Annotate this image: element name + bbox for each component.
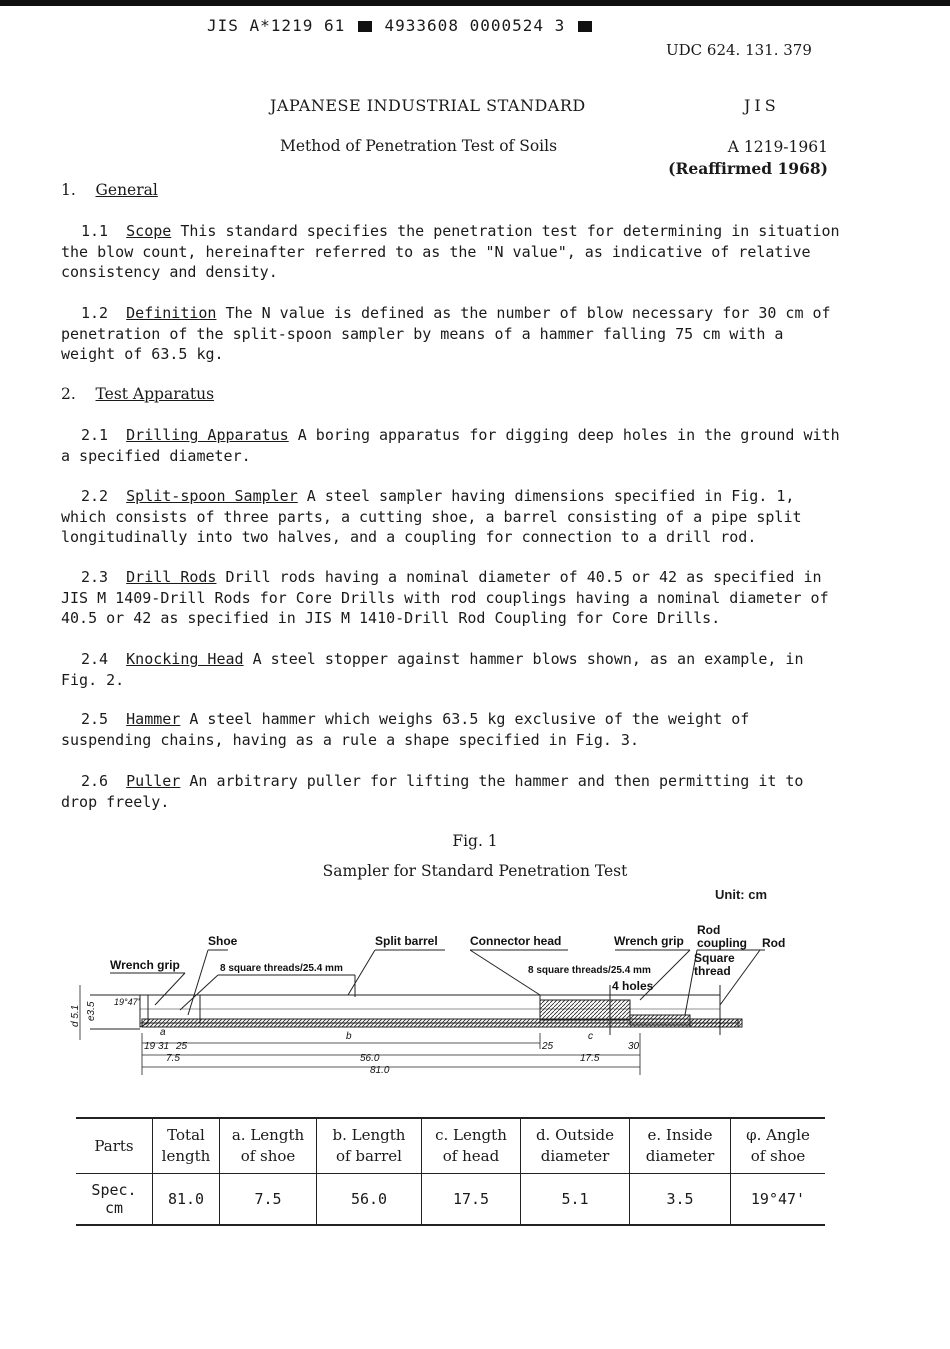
label-holes: 4 holes bbox=[612, 979, 654, 993]
table-row bbox=[76, 1174, 825, 1226]
row-label: Spec. cm bbox=[76, 1174, 153, 1226]
col-total-length: Total length bbox=[153, 1118, 220, 1174]
label-square-thread-1: Square bbox=[694, 951, 735, 965]
dim-angle: 19°47' bbox=[114, 997, 140, 1007]
col-inside-diameter: e. Inside diameter bbox=[630, 1118, 731, 1174]
label-shoe: Shoe bbox=[208, 934, 238, 948]
label-wrench-grip-left: Wrench grip bbox=[110, 958, 180, 972]
col-angle-shoe: φ. Angle of shoe bbox=[731, 1118, 826, 1174]
term-split-spoon-sampler: Split-spoon Sampler bbox=[126, 487, 298, 505]
section-1-title: General bbox=[95, 181, 158, 199]
para-1-2: 1.2 Definition The N value is defined as the number of blow necessary for 30 cm of penetration of the split-spoon sampler by means of a hammer falling 75 cm with a weight of 63.5 kg. bbox=[61, 304, 831, 363]
cell-outside-diameter: 5.1 bbox=[521, 1174, 630, 1226]
catalog-code bbox=[207, 16, 594, 35]
para-2-1: 2.1 Drilling Apparatus A boring apparatus for digging deep holes in the ground with a specified diameter. bbox=[61, 426, 840, 465]
term-drilling-apparatus: Drilling Apparatus bbox=[126, 426, 289, 444]
dim-75: 7.5 bbox=[166, 1053, 180, 1064]
dim-c: c bbox=[588, 1031, 593, 1042]
cell-angle-shoe: 19°47' bbox=[731, 1174, 826, 1226]
para-2-6: 2.6 Puller An arbitrary puller for lifting the hammer and then permitting it to drop freely. bbox=[61, 772, 804, 811]
spec-table-header bbox=[76, 1118, 825, 1174]
label-connector-head: Connector head bbox=[470, 934, 562, 948]
udc-number: UDC 624. 131. 379 bbox=[666, 41, 812, 59]
cell-length-shoe: 7.5 bbox=[220, 1174, 317, 1226]
section-2-heading: 2. Test Apparatus bbox=[61, 385, 215, 403]
term-knocking-head: Knocking Head bbox=[126, 650, 244, 668]
term-drill-rods: Drill Rods bbox=[126, 568, 217, 586]
label-rod-coupling-1: Rod bbox=[697, 923, 721, 937]
para-2-4: 2.4 Knocking Head A steel stopper against hammer blows shown, as an example, in Fig. 2. bbox=[61, 650, 804, 689]
cell-total-length: 81.0 bbox=[153, 1174, 220, 1226]
dim-19: 19 bbox=[144, 1041, 156, 1052]
dim-b: b bbox=[346, 1031, 352, 1042]
term-scope: Scope bbox=[126, 222, 172, 240]
col-length-head: c. Length of head bbox=[422, 1118, 521, 1174]
term-hammer: Hammer bbox=[126, 710, 181, 728]
label-threads-left: 8 square threads/25.4 mm bbox=[220, 963, 343, 974]
dim-25a: 25 bbox=[176, 1041, 188, 1052]
spec-table bbox=[76, 1117, 825, 1226]
figure-number: Fig. 1 bbox=[452, 832, 498, 850]
block-mark bbox=[578, 21, 592, 32]
section-2-title: Test Apparatus bbox=[95, 385, 215, 403]
figure-unit: Unit: cm bbox=[715, 887, 767, 902]
para-2-2: 2.2 Split-spoon Sampler A steel sampler having dimensions specified in Fig. 1, which consists of three parts, a cutting shoe, a barrel consisting of a pipe split longitudinally into two halves, and a coupling for connection to a drill rod. bbox=[61, 487, 802, 546]
dim-25b: 25 bbox=[542, 1041, 554, 1052]
method-title: Method of Penetration Test of Soils bbox=[280, 137, 558, 155]
leader-lines bbox=[110, 950, 765, 1015]
label-rod: Rod bbox=[762, 936, 786, 950]
standard-title: JAPANESE INDUSTRIAL STANDARD bbox=[270, 96, 586, 115]
dim-a: a bbox=[160, 1027, 166, 1038]
para-2-5: 2.5 Hammer A steel hammer which weighs 63.5 kg exclusive of the weight of suspending chains, having as a rule a shape specified in Fig. 3. bbox=[61, 710, 750, 749]
dim-560: 56.0 bbox=[360, 1053, 380, 1064]
standard-number-block bbox=[668, 137, 828, 179]
col-parts: Parts bbox=[76, 1118, 153, 1174]
term-puller: Puller bbox=[126, 772, 181, 790]
label-wrench-grip-right: Wrench grip bbox=[614, 934, 684, 948]
sampler-drawing bbox=[70, 915, 786, 1085]
para-2-3: 2.3 Drill Rods Drill rods having a nominal diameter of 40.5 or 42 as specified in JIS M 1409-Drill Rods for Core Drills with rod couplings having a nominal diameter of 40.5 or 42 as specified in JIS M 1410-Drill Rod Coupling for Core Drills. bbox=[61, 568, 829, 627]
label-rod-coupling-2: coupling bbox=[697, 936, 747, 950]
cell-inside-diameter: 3.5 bbox=[630, 1174, 731, 1226]
term-definition: Definition bbox=[126, 304, 217, 322]
standard-number: A 1219-1961 bbox=[727, 138, 828, 156]
label-split-barrel: Split barrel bbox=[375, 934, 438, 948]
dim-175: 17.5 bbox=[580, 1053, 600, 1064]
top-rule bbox=[0, 0, 950, 6]
block-mark bbox=[358, 21, 372, 32]
section-1-heading: 1. General bbox=[61, 181, 158, 199]
cell-length-head: 17.5 bbox=[422, 1174, 521, 1226]
col-length-shoe: a. Length of shoe bbox=[220, 1118, 317, 1174]
reaffirmed-note: (Reaffirmed 1968) bbox=[668, 159, 828, 178]
dim-31: 31 bbox=[158, 1041, 170, 1052]
dim-30: 30 bbox=[628, 1041, 640, 1052]
label-square-thread-2: thread bbox=[694, 964, 731, 978]
col-length-barrel: b. Length of barrel bbox=[317, 1118, 422, 1174]
cell-length-barrel: 56.0 bbox=[317, 1174, 422, 1226]
dim-810: 81.0 bbox=[370, 1065, 390, 1076]
label-threads-right: 8 square threads/25.4 mm bbox=[528, 965, 651, 976]
dim-e: e3.5 bbox=[86, 1001, 97, 1021]
catalog-code-b: 4933608 0000524 3 bbox=[384, 16, 566, 35]
jis-mark: JIS bbox=[744, 96, 780, 115]
catalog-code-a: JIS A*1219 61 bbox=[207, 16, 346, 35]
dim-d: d 5.1 bbox=[70, 1004, 81, 1027]
col-outside-diameter: d. Outside diameter bbox=[521, 1118, 630, 1174]
figure-caption: Sampler for Standard Penetration Test bbox=[322, 862, 628, 880]
para-1-1: 1.1 Scope This standard specifies the penetration test for determining in situation the blow count, hereinafter referred to as the "N value", as indicative of relative consistency and density. bbox=[61, 222, 840, 281]
